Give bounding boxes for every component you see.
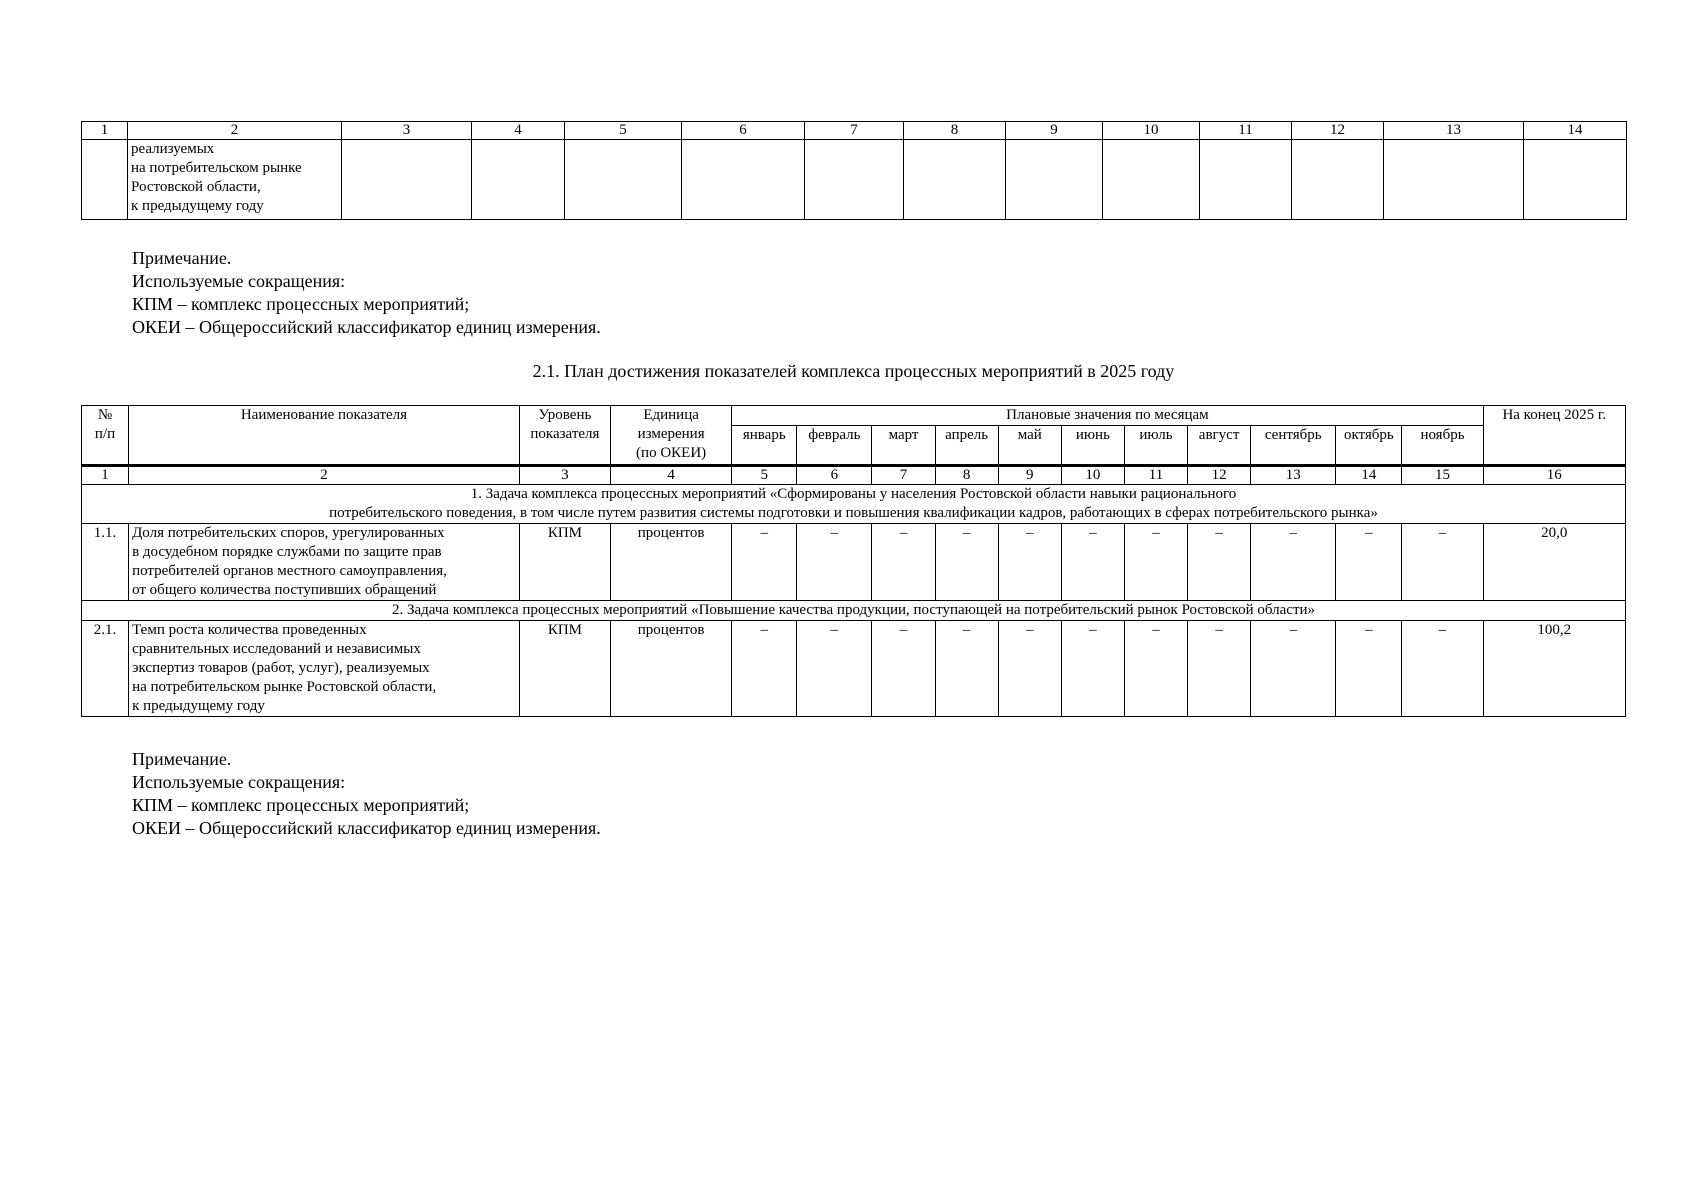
- col-number: 10: [1061, 466, 1124, 485]
- note-abbr-okei: ОКЕИ – Общероссийский классификатор единиц измерения.: [132, 317, 601, 337]
- month-value: –: [872, 621, 935, 717]
- col-number: 15: [1402, 466, 1483, 485]
- month-value: –: [1402, 621, 1483, 717]
- col-number: 8: [935, 466, 998, 485]
- month-value: –: [1188, 621, 1251, 717]
- header-num: № п/п: [82, 406, 129, 466]
- col-number: 11: [1124, 466, 1187, 485]
- task-row: [82, 601, 1626, 621]
- month-value: –: [1336, 524, 1402, 601]
- note-title: Примечание.: [132, 749, 232, 769]
- month-value: –: [1124, 621, 1187, 717]
- month-value: –: [797, 621, 872, 717]
- col-number: 14: [1336, 466, 1402, 485]
- column-number-row: [82, 466, 1626, 485]
- col-number: 4: [472, 122, 565, 140]
- month-header: март: [872, 426, 935, 466]
- month-value: –: [1124, 524, 1187, 601]
- note-abbr-okei: ОКЕИ – Общероссийский классификатор единиц измерения.: [132, 818, 601, 838]
- continuation-table: [81, 121, 1627, 220]
- col-number: 13: [1251, 466, 1336, 485]
- col-number: 13: [1384, 122, 1524, 140]
- col-number: 4: [611, 466, 732, 485]
- col-number: 9: [998, 466, 1061, 485]
- task-1-title: 1. Задача комплекса процессных мероприятий «Сформированы у населения Ростовской области навыки рационального потребительского поведения, в том числе путем развития системы подготовки и повышения квалификации кадров, работающих в сферах потребительского рынка»: [82, 485, 1626, 524]
- end-value: 20,0: [1483, 524, 1625, 601]
- month-header: июнь: [1061, 426, 1124, 466]
- col-number: 3: [519, 466, 610, 485]
- month-value: –: [935, 621, 998, 717]
- col-number: 7: [872, 466, 935, 485]
- header-row: [82, 406, 1626, 426]
- header-level: Уровень показателя: [519, 406, 610, 466]
- row-num: 2.1.: [82, 621, 129, 717]
- month-header: январь: [732, 426, 797, 466]
- header-end: На конец 2025 г.: [1483, 406, 1625, 466]
- col-number: 7: [805, 122, 904, 140]
- indicator-level: КПМ: [519, 621, 610, 717]
- month-header: август: [1188, 426, 1251, 466]
- indicator-name: Темп роста количества проведенных сравнительных исследований и независимых экспертиз товаров (работ, услуг), реализуемых на потребительском рынке Ростовской области, к предыдущему году: [129, 621, 520, 717]
- header-unit: Единица измерения (по ОКЕИ): [611, 406, 732, 466]
- col-number: 6: [797, 466, 872, 485]
- month-value: –: [998, 524, 1061, 601]
- month-header: сентябрь: [1251, 426, 1336, 466]
- task-row: [82, 485, 1626, 524]
- indicator-level: КПМ: [519, 524, 610, 601]
- col-number: 1: [82, 122, 128, 140]
- task-2-title: 2. Задача комплекса процессных мероприятий «Повышение качества продукции, поступающей на потребительский рынок Ростовской области»: [82, 601, 1626, 621]
- col-number: 5: [565, 122, 682, 140]
- col-number: 12: [1292, 122, 1384, 140]
- note-abbr-intro: Используемые сокращения:: [132, 772, 346, 792]
- table-row: [82, 524, 1626, 601]
- month-header: май: [998, 426, 1061, 466]
- month-value: –: [1061, 621, 1124, 717]
- month-header: февраль: [797, 426, 872, 466]
- month-value: –: [1251, 621, 1336, 717]
- table-row: [82, 140, 1627, 220]
- plan-table: [81, 405, 1626, 717]
- month-header: апрель: [935, 426, 998, 466]
- column-number-row: [82, 122, 1627, 140]
- indicator-name: Доля потребительских споров, урегулированных в досудебном порядке службами по защите прав потребителей органов местного самоуправления, от общего количества поступивших обращений: [129, 524, 520, 601]
- header-name: Наименование показателя: [129, 406, 520, 466]
- col-number: 6: [682, 122, 805, 140]
- col-number: 2: [129, 466, 520, 485]
- note-abbr-kpm: КПМ – комплекс процессных мероприятий;: [132, 294, 470, 314]
- col-number: 10: [1103, 122, 1200, 140]
- row-num: 1.1.: [82, 524, 129, 601]
- col-number: 16: [1483, 466, 1625, 485]
- col-number: 9: [1006, 122, 1103, 140]
- col-number: 3: [342, 122, 472, 140]
- note-abbr-intro: Используемые сокращения:: [132, 271, 346, 291]
- note-abbr-kpm: КПМ – комплекс процессных мероприятий;: [132, 795, 470, 815]
- indicator-name-continuation: реализуемых на потребительском рынке Ростовской области, к предыдущему году: [128, 140, 342, 220]
- indicator-unit: процентов: [611, 621, 732, 717]
- col-number: 1: [82, 466, 129, 485]
- col-number: 2: [128, 122, 342, 140]
- end-value: 100,2: [1483, 621, 1625, 717]
- month-value: –: [1061, 524, 1124, 601]
- col-number: 12: [1188, 466, 1251, 485]
- col-number: 14: [1524, 122, 1627, 140]
- month-value: –: [998, 621, 1061, 717]
- col-number: 11: [1200, 122, 1292, 140]
- note-block: [132, 748, 601, 840]
- month-value: –: [872, 524, 935, 601]
- month-header: ноябрь: [1402, 426, 1483, 466]
- col-number: 8: [904, 122, 1006, 140]
- month-value: –: [1251, 524, 1336, 601]
- col-number: 5: [732, 466, 797, 485]
- month-value: –: [732, 524, 797, 601]
- note-block: [132, 247, 601, 339]
- month-value: –: [935, 524, 998, 601]
- header-planned: Плановые значения по месяцам: [732, 406, 1483, 426]
- month-value: –: [797, 524, 872, 601]
- month-value: –: [1188, 524, 1251, 601]
- month-header: октябрь: [1336, 426, 1402, 466]
- table-row: [82, 621, 1626, 717]
- month-value: –: [1402, 524, 1483, 601]
- month-value: –: [1336, 621, 1402, 717]
- note-title: Примечание.: [132, 248, 232, 268]
- month-header: июль: [1124, 426, 1187, 466]
- indicator-unit: процентов: [611, 524, 732, 601]
- month-value: –: [732, 621, 797, 717]
- section-title: 2.1. План достижения показателей комплекса процессных мероприятий в 2025 году: [532, 361, 1175, 381]
